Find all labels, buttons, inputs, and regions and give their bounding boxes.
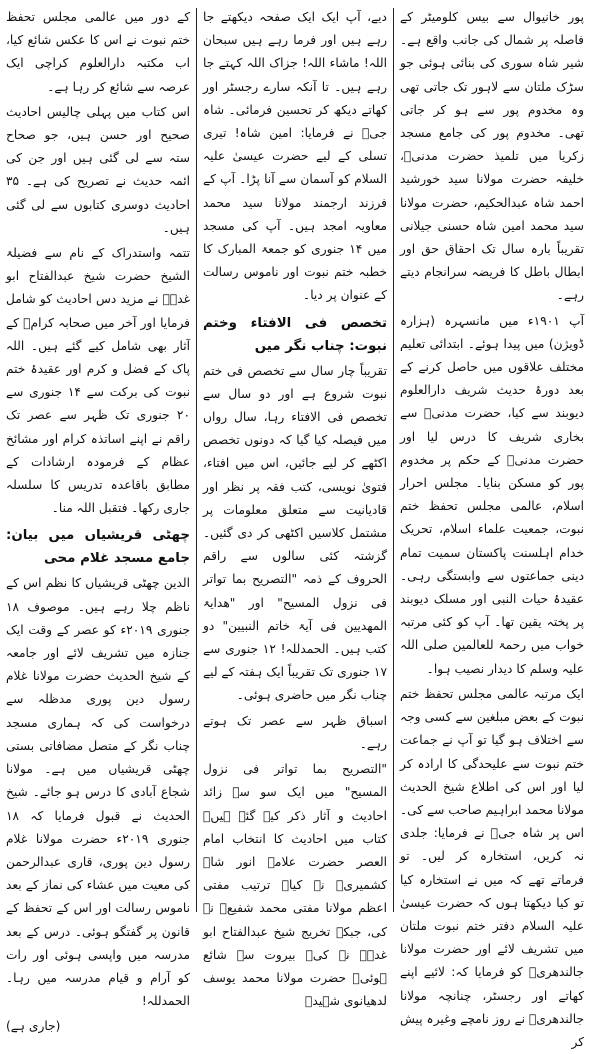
paragraph: الدین چھٹی قریشیاں کا نظم اس کے ناظم چلا رہے ہیں۔ موصوف ۱۸ جنوری ۲۰۱۹ء کو عصر کے وقت ایک جنازہ میں تشریف لائے اور جامعہ کے شیخ الحدیث حضرت مولانا غلام رسول دین پوری مدظلہ سے درخواست کی کہ ہماری مسجد چناب نگر کے متصل مضافاتی بستی چھٹی قریشیاں میں ہے۔ مولانا شجاع آبادی کا درس ہو جائے۔ شیخ الحدیث نے قبول فرمایا کہ ۱۸ جنوری ۲۰۱۹ء حضرت مولانا غلام رسول دین پوری، قاری عبدالرحمن کی معیت میں عشاء کی نماز کے بعد ناموس رسالت اور اس کے تحفظ کے قانون پر گفتگو ہوئی۔ درس کے بعد مدرسہ میں واپسی ہوئی اور رات کو آرام و قیام مدرسہ میں رہا۔ الحمدللہ! [6,576,191,1009]
paragraph: پور خانیوال سے بیس کلومیٹر کے فاصلہ پر شمال کی جانب واقع ہے۔ شیر شاہ سوری کی بنائی ہوئی جو سڑک ملتان سے لاہور تک جاتی تھی وہ مخدوم پور سے ہو کر جاتی تھی۔ مخدوم پور کی جامع مسجد زکریا میں تلمیذ حضرت مدنیؒ، خلیفہ حضرت مولانا سید خورشید احمد شاہ عبدالحکیم، حضرت مولانا سید محمد امین شاہ حسنی جیلانی تقریباً بارہ سال تک احقاق حق اور ابطال باطل کا فریضہ سرانجام دیتے رہے۔ [400,10,584,303]
paragraph: ایک مرتبہ عالمی مجلس تحفظ ختم نبوت کے بعض مبلغین سے کسی وجہ سے اختلاف ہو گیا تو آپ نے جماعت ختم نبوت سے علیحدگی کا ارادہ کر لیا اور اس کی اطلاع شیخ الحدیث مولانا محمد ابراہیم صاحب سے کی۔ اس پر شاہ جیؒ نے فرمایا: جلدی نہ کریں، استخارہ کر لیں۔ تو فرماتے تھے کہ میں نے استخارہ کیا تو کیا دیکھتا ہوں کہ حضرت عیسیٰ علیہ السلام دفتر ختم نبوت ملتان میں تشریف لائے اور حضرت مولانا جالندھریؒ کو فرمایا کہ: لائیے اپنے کھاتے اور رجسٹر، چنانچہ مولانا جالندھریؒ نے روز نامچے وغیرہ پیش کر [400,686,584,1049]
column-middle [203,6,387,1009]
section-heading: چھٹی قریشیاں میں بیان: جامع مسجد غلام محی [6,528,190,567]
paragraph: تقریباً چار سال سے تخصص فی ختم نبوت شروع ہے اور دو سال سے تخصص فی الافتاء رہا، سال رواں میں فیصلہ کیا گیا کہ دونوں تخصص اکٹھے کر لیے جائیں، اس میں افتاء، فتویٰ نویسی، کتب فقہ پر نظر اور قادیانیت سے متعلق معلومات پر مشتمل کلاسیں اکٹھی کر دی گئیں۔ گزشتہ کئی سالوں سے راقم الحروف کے ذمہ "التصریح بما تواتر فی نزول المسیح" اور "ھدایۃ المھدیین فی آیۃ خاتم النبیین" دو کتب ہیں۔ الحمدللہ! ۱۲ جنوری سے ۱۷ جنوری تک تقریباً ایک ہفتہ کے لیے چناب نگر میں حاضری ہوئی۔ [203,363,387,703]
column-left [6,6,191,1034]
paragraph: آپ ۱۹۰۱ء میں مانسہرہ (ہزارہ ڈویژن) میں پیدا ہوئے۔ ابتدائی تعلیم مختلف علاقوں میں حاصل کرنے کے بعد دورۂ حدیث شریف دارالعلوم دیوبند سے کیا، حضرت مدنیؒ سے بخاری شریف کا درس لیا اور حضرت مدنیؒ کے حکم پر مخدوم پور کو مسکن بنایا۔ مجلس احرار اسلام، عالمی مجلس تحفظ ختم نبوت، جمعیت علماء اسلام، تحریک خدام اہلسنت پاکستان سمیت تمام دینی جماعتوں سے وابستگی رہی۔ عقیدۂ حیات النبی اور مسلک دیوبند پر پختہ یقین تھا۔ آپ کو کئی مرتبہ خواب میں رحمۃ للعالمین صلی اللہ علیہ وسلم کا دیدار نصیب ہوا۔ [400,313,584,676]
continued-note: (جاری ہے) [6,1019,61,1034]
paragraph: دیے، آپ ایک ایک صفحہ دیکھتے جا رہے ہیں اور فرما رہے ہیں سبحان اللہ! ماشاء اللہ! جزاک اللہ کہتے جا رہے ہیں۔ تا آنکہ سارے رجسٹر اور کھاتے دیکھ کر تحسین فرمائی۔ شاہ جیؒ نے فرمایا: امین شاہ! تیری تسلی کے لیے حضرت عیسیٰ علیہ السلام کو آسمان سے آنا پڑا۔ آپ کے فرزند ارجمند مولانا سید محمد معاویہ امجد ہیں۔ آپ کی مسجد میں ۱۴ جنوری کو جمعۃ المبارک کا خطبہ ختم نبوت اور ناموس رسالت کے عنوان پر دیا۔ [203,10,387,303]
column-right [400,6,584,1049]
section-heading: تخصص فی الافتاء وختم نبوت: چناب نگر میں [203,315,387,354]
paragraph: تتمہ واستدراک کے نام سے فضیلۃ الشیخ حضرت شیخ عبدالفتاح ابو غدہؒ نے مزید دس احادیث کو شامل فرمایا اور آخر میں صحابہ کرامؓ کے آثار بھی شامل کیے گئے ہیں۔ اللہ پاک کے فضل و کرم اور عقیدۂ ختم نبوت کی برکت سے ۱۴ جنوری سے ۲۰ جنوری تک ظہر سے عصر تک راقم نے اپنے اساتذہ کرام اور مشائخ عظام کے فرمودہ ارشادات کے مطابق باقاعدہ تدریس کا سلسلہ جاری رکھا۔ فتقبل اللہ منا۔ [6,246,190,516]
paragraph: اس کتاب میں پہلی چالیس احادیث صحیح اور حسن ہیں، جو صحاح ستہ سے لی گئی ہیں اور جن کی ائمہ حدیث نے تصریح کی ہے۔ ۳۵ احادیث دوسری کتابوں سے لی گئی ہیں۔ [6,104,190,235]
paragraph: "التصریح بما تواتر فی نزول المسیح" میں ایک سو سے زائد احادیث و آثار ذکر کیے گئے ہیں۔ کتاب میں احادیث کا انتخاب امام العصر حضرت علامہ انور شاہ کشمیریؒ نے کیا۔ ترتیب مفتی اعظم مولانا مفتی محمد شفیعؒ نے کی، جبکہ تخریج شیخ عبدالفتاح ابو غدہؒ نے کی۔ بیروت سے شائع ہوئی۔ حضرت مولانا محمد یوسف لدھیانوی شہیدؒ [203,762,387,1009]
column-divider [393,8,394,912]
column-divider [196,8,197,912]
paragraph: کے دور میں عالمی مجلس تحفظ ختم نبوت نے اس کا عکس شائع کیا، اب مکتبہ دارالعلوم کراچی ایک عرصہ سے شائع کر رہا ہے۔ [6,10,190,94]
paragraph: اسباق ظہر سے عصر تک ہوتے رہے۔ [203,713,387,751]
